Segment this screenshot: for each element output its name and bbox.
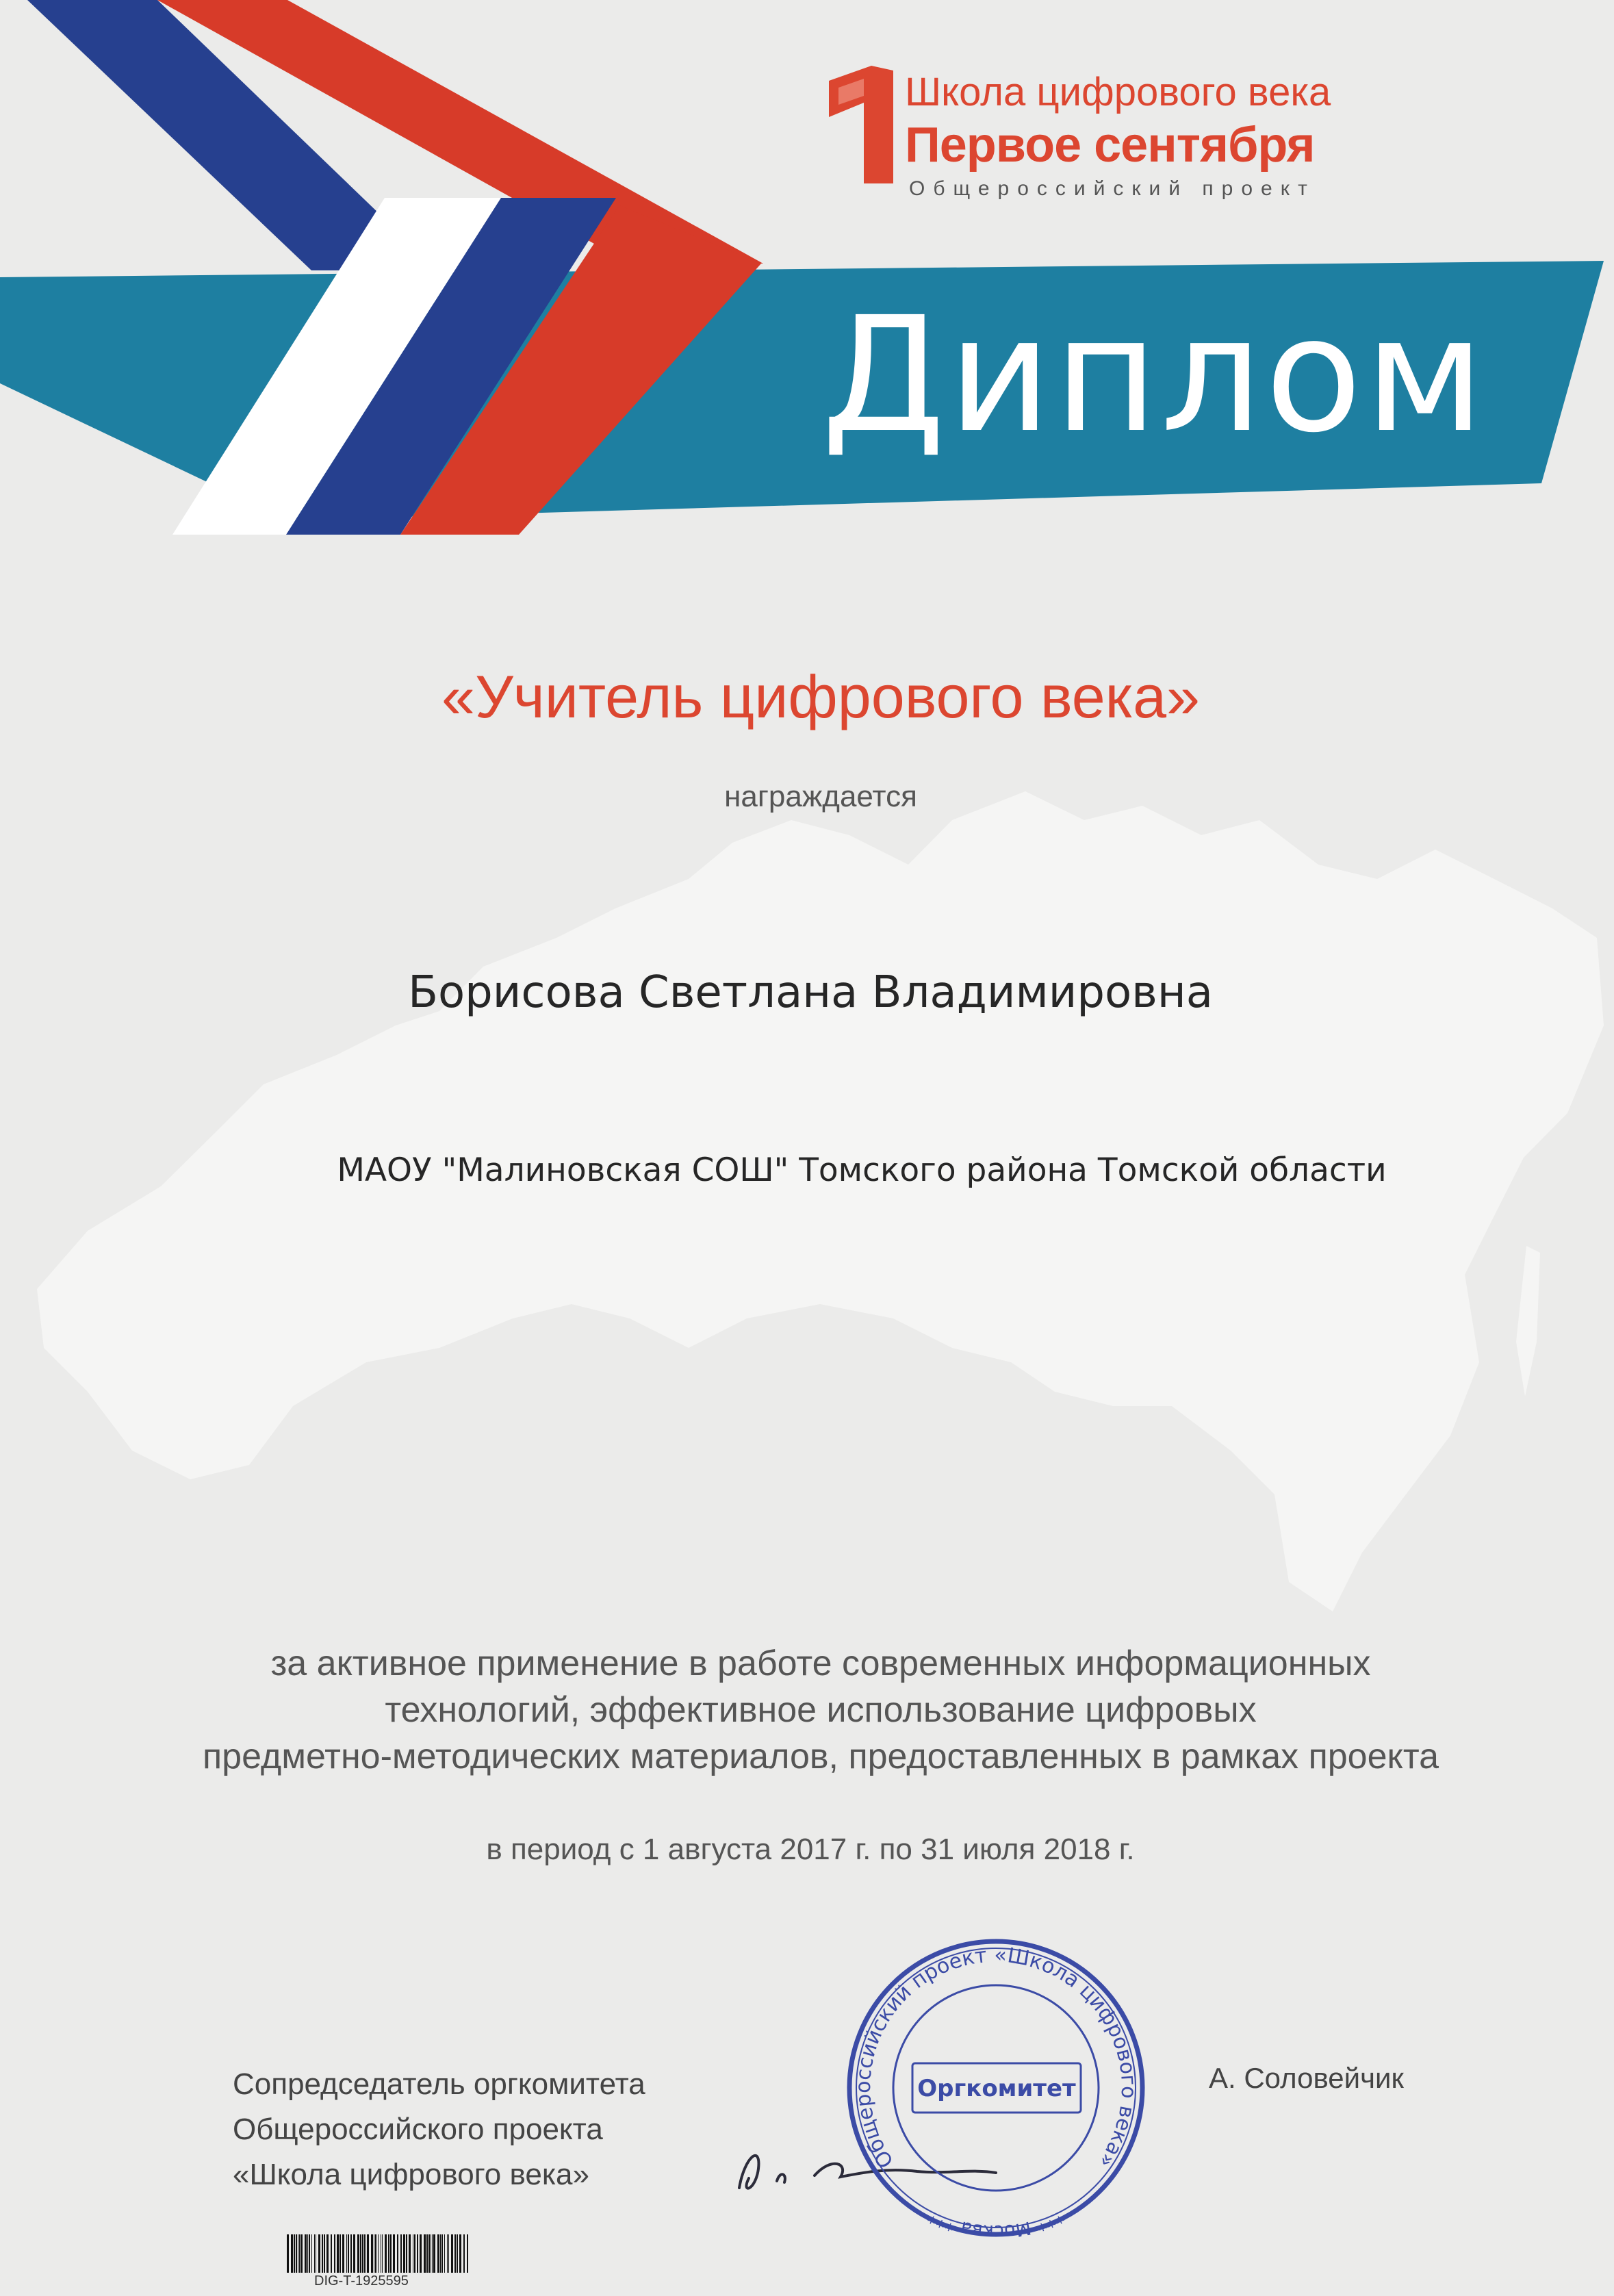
barcode-bar — [459, 2234, 461, 2273]
barcode-bar — [318, 2234, 320, 2273]
award-reason — [0, 1640, 1614, 1780]
barcode-bar — [393, 2234, 395, 2273]
stamp-bottom-text: *** Москва *** — [925, 2205, 1067, 2242]
signatory-title-line: Общероссийского проекта — [233, 2113, 603, 2146]
logo-subtitle: Общероссийский проект — [909, 177, 1316, 200]
barcode-bar — [307, 2234, 308, 2273]
barcode-bar — [440, 2234, 441, 2273]
barcode — [285, 2234, 470, 2293]
barcode-bar — [348, 2234, 349, 2273]
barcode-bar — [463, 2234, 465, 2273]
sakhalin-silhouette — [1516, 1246, 1540, 1396]
recipient-organization: МАОУ "Малиновская СОШ" Томского района Томской области — [337, 1151, 1387, 1189]
barcode-bar — [309, 2234, 310, 2273]
barcode-bar — [346, 2234, 347, 2273]
barcode-bar — [340, 2234, 341, 2273]
barcode-bar — [424, 2234, 426, 2273]
barcode-bar — [331, 2234, 332, 2273]
barcode-bar — [454, 2234, 456, 2273]
barcode-bar — [357, 2234, 359, 2273]
barcode-bar — [371, 2234, 373, 2273]
diploma-title: Диплом — [821, 283, 1487, 468]
stamp-center-text: Оргкомитет — [917, 2075, 1076, 2102]
reason-line: технологий, эффективное использование цифровых — [385, 1690, 1257, 1730]
signatory-title-line: «Школа цифрового века» — [233, 2158, 589, 2191]
barcode-bar — [409, 2234, 411, 2273]
reason-line: предметно-методических материалов, предоставленных в рамках проекта — [203, 1737, 1439, 1776]
barcode-bar — [322, 2234, 323, 2273]
barcode-bar — [378, 2234, 379, 2273]
barcode-bar — [451, 2234, 453, 2273]
barcode-bar — [350, 2234, 352, 2273]
barcode-bar — [414, 2234, 415, 2273]
barcode-bar — [314, 2234, 315, 2273]
nomination: «Учитель цифрового века» — [441, 663, 1200, 730]
barcode-bar — [294, 2234, 295, 2273]
recipient-name: Борисова Светлана Владимировна — [408, 967, 1213, 1018]
reason-line: за активное применение в работе современных информационных — [270, 1644, 1371, 1683]
signatory-name: А. Соловейчик — [1209, 2062, 1404, 2094]
barcode-bar — [300, 2234, 303, 2273]
barcode-bar — [324, 2234, 325, 2273]
barcode-bar — [441, 2234, 443, 2273]
barcode-bar — [433, 2234, 435, 2273]
barcode-bar — [426, 2234, 428, 2273]
barcode-bar — [296, 2234, 297, 2273]
barcode-bar — [400, 2234, 402, 2273]
barcode-bar — [362, 2234, 363, 2273]
barcode-bar — [305, 2234, 307, 2273]
awarded-label: награждается — [724, 780, 917, 813]
barcode-bar — [299, 2234, 300, 2273]
barcode-bar — [420, 2234, 422, 2273]
logo-school-name: Школа цифрового века — [905, 70, 1331, 114]
barcode-bar — [334, 2234, 335, 2273]
barcode-bar — [364, 2234, 365, 2273]
barcode-bar — [342, 2234, 344, 2273]
barcode-bar — [432, 2234, 433, 2273]
barcode-bar — [428, 2234, 430, 2273]
logo-publisher-name: Первое сентября — [905, 118, 1315, 173]
barcode-bar — [311, 2234, 312, 2273]
russia-map-silhouette — [37, 791, 1604, 1611]
barcode-bar — [457, 2234, 458, 2273]
barcode-bar — [360, 2234, 361, 2273]
organizing-committee-stamp — [849, 1941, 1142, 2241]
stamp-ring-text: Общероссийский проект «Школа цифрового века» — [851, 1943, 1141, 2173]
barcode-bar — [326, 2234, 329, 2273]
barcode-bar — [375, 2234, 376, 2273]
barcode-bar — [397, 2234, 398, 2273]
barcode-bar — [382, 2234, 383, 2273]
signatory-title — [233, 2062, 645, 2197]
barcode-bar — [385, 2234, 387, 2273]
barcode-bar — [467, 2234, 468, 2273]
barcode-bar — [353, 2234, 355, 2273]
barcode-bar — [337, 2234, 339, 2273]
barcode-bar — [403, 2234, 405, 2273]
barcode-bar — [390, 2234, 392, 2273]
barcode-bar — [444, 2234, 445, 2273]
barcode-code: DIG-T-1925595 — [314, 2273, 409, 2288]
barcode-bar — [406, 2234, 407, 2273]
barcode-bar — [388, 2234, 389, 2273]
logo — [905, 68, 1331, 204]
logo-icon — [829, 66, 893, 183]
barcode-bar — [437, 2234, 439, 2273]
barcode-bar — [448, 2234, 449, 2273]
barcode-bar — [417, 2234, 418, 2273]
barcode-bar — [367, 2234, 369, 2273]
barcode-bar — [287, 2234, 289, 2273]
barcode-bar — [447, 2234, 448, 2273]
barcode-bars — [285, 2234, 470, 2273]
signatory-title-line: Сопредседатель оргкомитета — [233, 2067, 645, 2101]
award-period: в период с 1 августа 2017 г. по 31 июля 2018 г. — [486, 1833, 1135, 1866]
barcode-bar — [291, 2234, 293, 2273]
